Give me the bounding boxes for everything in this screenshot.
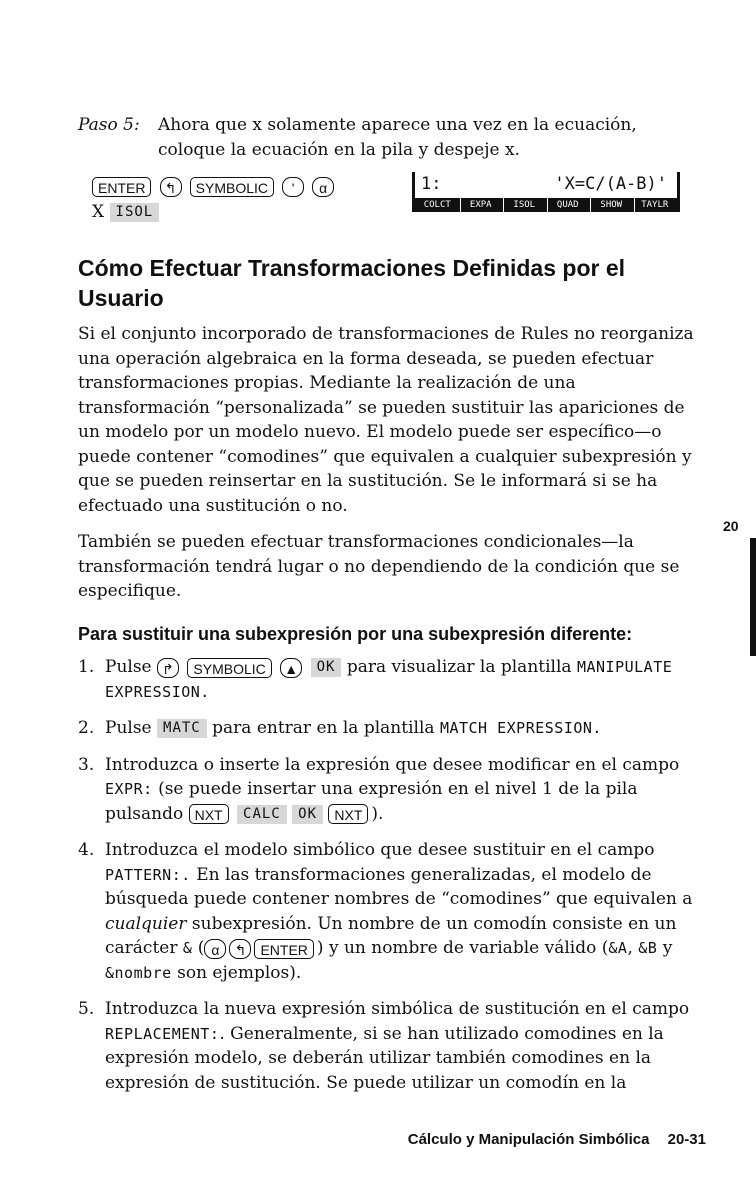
- procedure-steps: [78, 655, 698, 1107]
- menu-quad: QUAD: [547, 198, 589, 212]
- quote-key: ': [282, 177, 304, 197]
- calc-softkey: CALC: [237, 805, 287, 824]
- left-shift-key: ↰: [229, 939, 251, 959]
- step-number: 5.: [78, 999, 95, 1019]
- field-name: REPLACEMENT:: [105, 1024, 220, 1043]
- footer-title: Cálculo y Manipulación Simbólica: [407, 1131, 650, 1148]
- menu-expa: EXPA: [460, 198, 502, 212]
- chapter-tab-bar: [750, 538, 756, 656]
- menu-show: SHOW: [590, 198, 632, 212]
- symbolic-key: SYMBOLIC: [190, 177, 274, 197]
- step-text: . Generalmente, si se han utilizado comodines en la expresión modelo, se deberán utilizar también comodines en la expresión de sustitución. Se puede utilizar un comodín en la: [105, 1023, 664, 1093]
- stack-level: 1:: [421, 174, 442, 194]
- alpha-key: α: [204, 939, 226, 959]
- right-shift-key: ↱: [157, 658, 179, 678]
- step-2: [78, 716, 698, 741]
- step-number: 2.: [78, 718, 95, 738]
- enter-key: ENTER: [254, 939, 313, 959]
- step-text: y: [662, 938, 673, 958]
- step-text: Introduzca o inserte la expresión que desee modificar en el campo: [105, 754, 680, 775]
- step-text: subexpresión. Un nombre de un comodín consiste en un carácter: [105, 913, 677, 958]
- key-sequence: [92, 176, 337, 197]
- step-number: 1.: [78, 657, 95, 677]
- step-text: Introduzca la nueva expresión simbólica de sustitución en el campo: [105, 999, 690, 1019]
- example-wildcard: &nombre: [105, 963, 172, 982]
- up-arrow-key: ▲: [280, 658, 302, 678]
- step-number: 4.: [78, 840, 95, 860]
- step-5: [78, 997, 698, 1095]
- stack-line: [421, 172, 671, 196]
- enter-key: ENTER: [92, 177, 151, 197]
- example-wildcard: &A: [608, 939, 628, 957]
- step-text: Pulse: [105, 718, 152, 738]
- ok-softkey: OK: [311, 658, 342, 677]
- step-text: (se puede insertar una expresión en el nivel 1 de la pila pulsando: [105, 779, 638, 824]
- isol-softkey: ISOL: [110, 203, 160, 222]
- step-text: Pulse: [105, 657, 152, 677]
- softkey-menu: [415, 198, 677, 212]
- step-4: 4. Introduzca el modelo simbólico que desee sustituir en el campo PATTERN:. En las transformaciones generalizadas, el modelo de búsqueda puede contener nombres de “comodines” que equivalen a cualquier subexpresión. Un nombre de un comodín consiste en un carácter & ( α ↰ ENTER ) y un nombre de variable válido (&A, &B y &nombre son ejemplos).: [78, 840, 693, 983]
- step-label: Paso 5:: [78, 115, 140, 135]
- stack-value: 'X=C/(A-B)': [554, 174, 667, 194]
- menu-colct: COLCT: [417, 198, 458, 212]
- matc-softkey: MATC: [157, 719, 207, 738]
- nxt-key: NXT: [328, 804, 368, 824]
- chapter-tab-number: 20: [723, 518, 739, 534]
- step-text: son ejemplos).: [177, 962, 302, 983]
- paragraph-intro: Si el conjunto incorporado de transformaciones de Rules no reorganiza una operación algebraica en la forma deseada, se pueden efectuar transformaciones propias. Mediante la realización de una transformación “personalizada” se pueden sustituir las apariciones de un modelo por un modelo nuevo. El modelo puede ser específico—o puede contener “comodines” que equivalen a cualquier subexpresión y que se pueden reinsertar en la sustitución. Se le informará si se ha efectuado una sustitución o no.: [78, 324, 694, 516]
- step-text: ) y un nombre de variable válido (: [316, 938, 609, 958]
- page-footer: [408, 1131, 706, 1148]
- step-text: Introduzca el modelo simbólico que desee sustituir en el campo: [105, 840, 655, 860]
- procedure-title: Para sustituir una subexpresión por una subexpresión diferente:: [78, 624, 633, 644]
- step-text: ).: [371, 803, 384, 824]
- left-shift-key: ↰: [160, 177, 182, 197]
- step-3: [78, 753, 698, 827]
- step-text: En las transformaciones generalizadas, el modelo de búsqueda puede contener nombres de “comodines” que equivalen a: [105, 864, 693, 909]
- emphasis: cualquier: [105, 913, 187, 934]
- field-name: EXPR:: [105, 780, 153, 798]
- step-text: Ahora que x solamente aparece una vez en la ecuación, coloque la ecuación en la pila y despeje x.: [158, 115, 637, 160]
- step-text: para visualizar la plantilla: [346, 657, 572, 677]
- example-wildcard: &B: [638, 939, 658, 957]
- screen-name: MATCH EXPRESSION.: [439, 719, 602, 737]
- step-1: [78, 655, 698, 704]
- step-text: para entrar en la plantilla: [212, 718, 435, 738]
- paragraph-conditional: También se pueden efectuar transformaciones condicionales—la transformación tendrá lugar o no dependiendo de la condición que se especifique.: [78, 532, 680, 601]
- screen-name: MANIPULATE EXPRESSION.: [105, 658, 673, 701]
- calculator-display: [412, 172, 680, 212]
- menu-taylr: TAYLR: [634, 198, 676, 212]
- x-key-sequence: [92, 200, 159, 225]
- ok-softkey: OK: [292, 805, 323, 824]
- symbolic-key: SYMBOLIC: [187, 658, 271, 678]
- x-key: X: [92, 202, 105, 222]
- page-number: 20-31: [667, 1131, 706, 1148]
- nxt-key: NXT: [189, 804, 229, 824]
- step-number: 3.: [78, 754, 95, 775]
- section-title: Cómo Efectuar Transformaciones Definidas por el Usuario: [78, 255, 626, 311]
- alpha-key: α: [312, 177, 334, 197]
- menu-isol: ISOL: [503, 198, 545, 212]
- wildcard-char: &: [182, 939, 193, 957]
- field-name: PATTERN:.: [105, 865, 191, 884]
